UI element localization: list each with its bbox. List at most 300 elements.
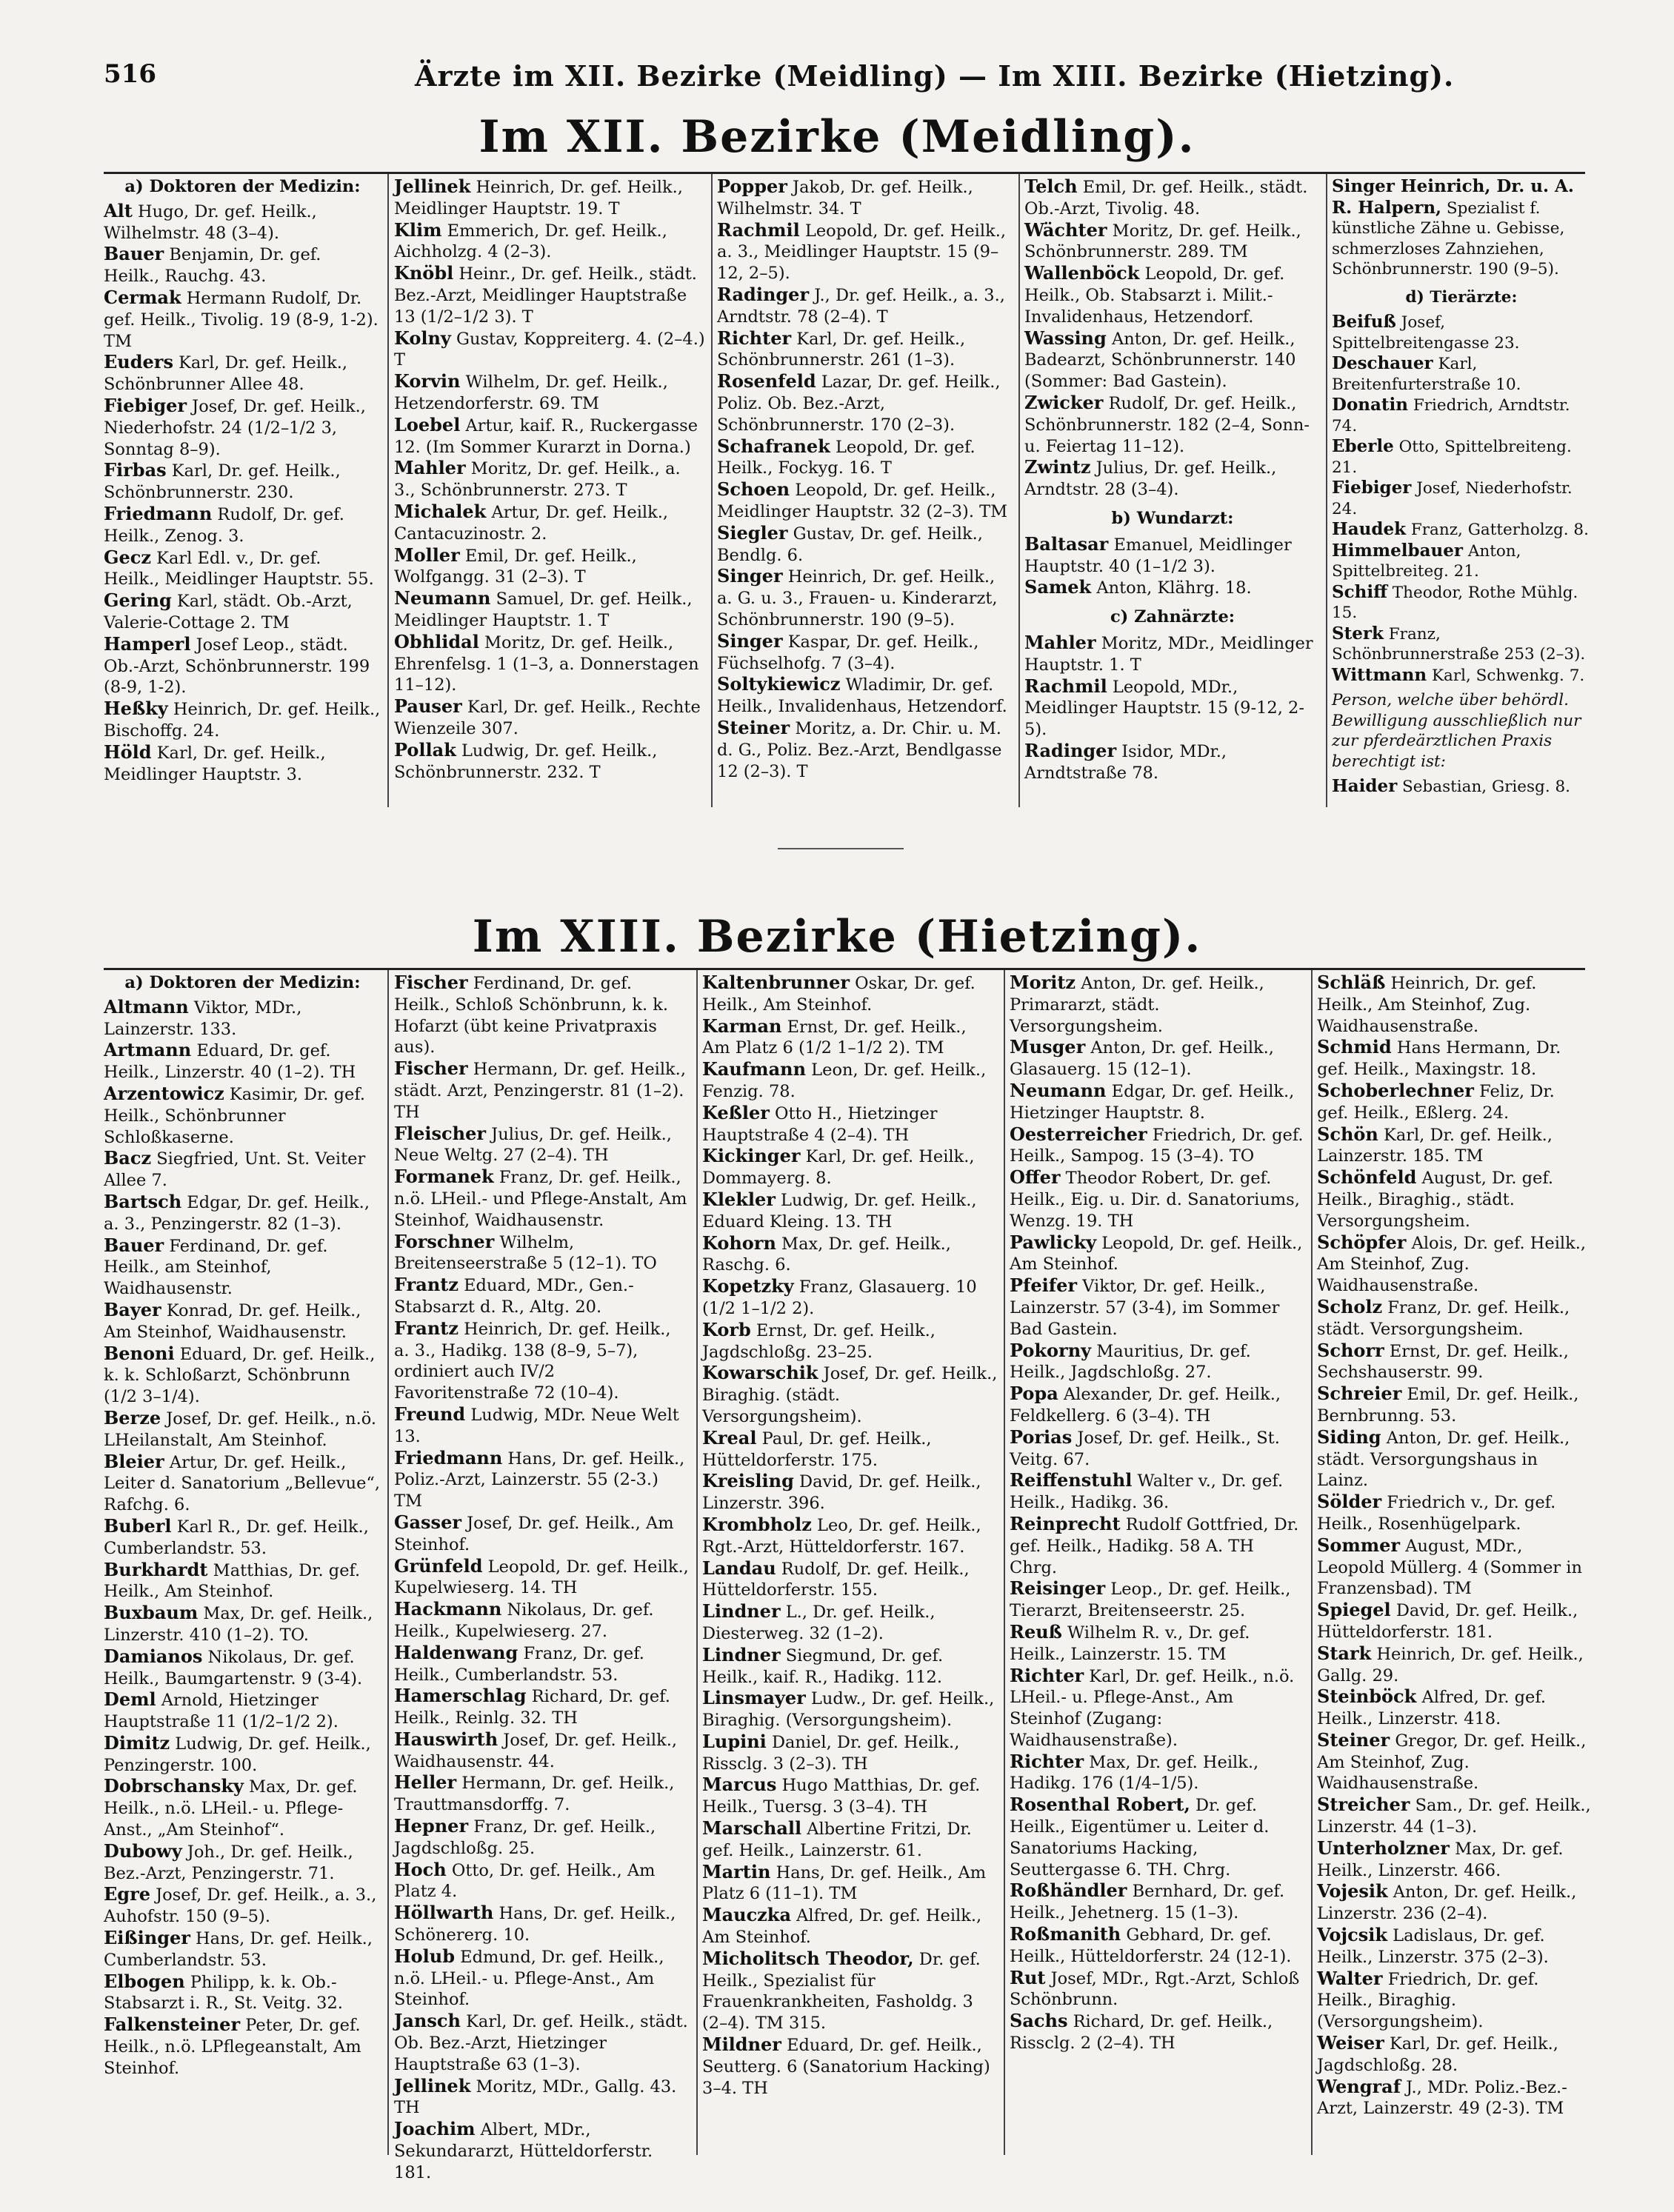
entry-details: Friedrich v., Dr. gef. Heilk., Rosenhügelpark.	[1317, 1493, 1556, 1534]
entry-details: Emil, Dr. gef. Heilk., städt. Ob.-Arzt, Tivolig. 48.	[1024, 178, 1308, 218]
entry-details: Kaspar, Dr. gef. Heilk., Füchselhofg. 7 (3–4).	[717, 632, 979, 673]
entry-details: Karl, städt. Ob.-Arzt, Valerie-Cottage 2. TM	[104, 592, 353, 632]
entry-name: Landau	[702, 1557, 776, 1579]
directory-entry	[104, 1192, 381, 1235]
column-divider	[1018, 174, 1020, 807]
entry-details: Jakob, Dr. gef. Heilk., Wilhelmstr. 34. T	[717, 178, 973, 218]
xii-col1-list	[104, 201, 381, 786]
entry-details: Heinrich, Dr. gef. Heilk., Bischoffg. 24.	[104, 700, 381, 741]
entry-details: Karl, Dr. gef. Heilk., n.ö. LHeil.- u. Pflege-Anst., Am Steinhof (Zugang: Waidhausenstraße).	[1010, 1666, 1295, 1750]
directory-entry	[104, 1733, 381, 1777]
entry-details: Leopold, Dr. gef. Heilk., Fockyg. 16. T	[717, 437, 976, 478]
entry-name: Korb	[702, 1318, 751, 1340]
directory-entry	[1332, 776, 1591, 798]
directory-entry	[702, 1645, 998, 1688]
entry-name: Rut	[1010, 1966, 1046, 1988]
xii-col5-list	[1332, 176, 1591, 280]
directory-entry	[394, 545, 705, 589]
entry-name: Schläß	[1317, 972, 1386, 993]
directory-entry	[1332, 582, 1591, 624]
entry-name: Schmid	[1317, 1036, 1392, 1058]
entry-name: Bartsch	[104, 1190, 182, 1212]
entry-details: Anton, Dr. gef. Heilk., Linzerstr. 236 (2–4).	[1317, 1882, 1577, 1924]
entry-name: Sölder	[1317, 1491, 1382, 1513]
entry-details: Max, Dr. gef. Heilk., n.ö. LHeil.- u. Pflege-Anst., „Am Steinhof“.	[104, 1777, 358, 1840]
directory-entry	[717, 220, 1013, 284]
entry-details: Franz, Dr. gef. Heilk., n.ö. LHeil.- und Pflege-Anstalt, Am Steinhof, Waidhausenstr.	[394, 1168, 687, 1230]
entry-name: Baltasar	[1024, 532, 1109, 555]
entry-details: Siegmund, Dr. gef. Heilk., kaif. R., Hadikg. 112.	[702, 1645, 944, 1687]
entry-details: Artur, Dr. gef. Heilk., Cantacuzinostr. 2.	[394, 502, 669, 544]
entry-details: Feliz, Dr. gef. Heilk., Eßlerg. 24.	[1317, 1081, 1555, 1123]
entry-details: J., MDr. Poliz.-Bez.-Arzt, Lainzerstr. 49 (2-3). TM	[1317, 2077, 1567, 2119]
entry-details: Gregor, Dr. gef. Heilk., Am Steinhof, Zug. Waidhausenstraße.	[1317, 1731, 1587, 1794]
entry-details: Theodor, Rothe Mühlg. 15.	[1332, 583, 1578, 623]
entry-details: Leo, Dr. gef. Heilk., Rgt.-Arzt, Hütteldorferstr. 167.	[702, 1515, 981, 1557]
directory-entry	[702, 1731, 998, 1775]
directory-entry	[1024, 632, 1321, 676]
entry-details: Moritz, a. Dr. Chir. u. M. d. G., Poliz. Bez.-Arzt, Bendlgasse 12 (2–3). T	[717, 718, 1002, 781]
entry-details: Max, Dr. gef. Heilk., Raschg. 6.	[702, 1234, 951, 1275]
entry-details: J., Dr. gef. Heilk., a. 3., Arndtstr. 78 (2–4). T	[717, 285, 1005, 327]
entry-name: Pfeifer	[1010, 1274, 1077, 1297]
entry-details: Max, Dr. gef. Heilk., Linzerstr. 466.	[1317, 1839, 1564, 1880]
directory-entry	[702, 1059, 998, 1103]
directory-entry	[702, 1016, 998, 1060]
column-divider	[1326, 174, 1327, 807]
entry-name: Damianos	[104, 1645, 203, 1667]
entry-name: Roßmanith	[1010, 1923, 1121, 1945]
directory-entry	[394, 1599, 690, 1643]
entry-name: Sterk	[1332, 623, 1384, 644]
entry-name: Linsmayer	[702, 1687, 806, 1709]
entry-details: Artur, kaif. R., Ruckergasse 12. (Im Sommer Kurarzt in Dorna.)	[394, 415, 698, 457]
entry-details: Mauritius, Dr. gef. Heilk., Jagdschloßg. 27.	[1010, 1341, 1251, 1383]
entry-details: Emil, Dr. gef. Heilk., Wolfgangg. 31 (2–3). T	[394, 546, 637, 587]
entry-details: Ladislaus, Dr. gef. Heilk., Linzerstr. 375 (2–3).	[1317, 1926, 1549, 1967]
directory-entry	[1332, 541, 1591, 582]
entry-name: Neumann	[394, 587, 491, 609]
entry-name: Gering	[104, 589, 172, 612]
entry-name: Burkhardt	[104, 1558, 208, 1580]
xii-column-1	[104, 176, 381, 785]
entry-name: Egre	[104, 1883, 150, 1905]
entry-name: Kopetzky	[702, 1275, 794, 1297]
entry-name: Donatin	[1332, 395, 1408, 415]
directory-entry	[1332, 395, 1591, 436]
entry-details: Moritz, Dr. gef. Heilk., Ehrenfelsg. 1 (1–3, a. Donnerstagen 11–12).	[394, 632, 699, 695]
directory-entry	[104, 547, 381, 591]
xii-column-2	[394, 176, 705, 783]
entry-details: Hugo, Dr. gef. Heilk., Wilhelmstr. 48 (3–4).	[104, 201, 317, 243]
entry-name: Fiebiger	[104, 394, 187, 416]
directory-entry	[1317, 1730, 1591, 1794]
entry-name: Schafranek	[717, 435, 830, 457]
directory-entry	[104, 1040, 381, 1083]
entry-name: Fiebiger	[1332, 478, 1412, 498]
entry-details: Hermann, Dr. gef. Heilk., Trauttmansdorffg. 7.	[394, 1774, 675, 1815]
entry-name: Mahler	[1024, 631, 1096, 653]
entry-name: Artmann	[104, 1039, 192, 1061]
directory-entry	[702, 1233, 998, 1277]
entry-name: Fleischer	[394, 1122, 487, 1144]
xii-column-4	[1024, 176, 1321, 784]
directory-entry	[1024, 392, 1321, 457]
column-divider	[711, 174, 713, 807]
directory-entry	[1010, 1037, 1306, 1080]
directory-entry	[1332, 519, 1591, 541]
entry-details: Sebastian, Griesg. 8.	[1397, 778, 1570, 797]
directory-entry	[394, 2011, 690, 2075]
directory-entry	[1010, 1880, 1306, 1924]
directory-entry	[394, 263, 705, 327]
directory-entry	[104, 1776, 381, 1840]
entry-name: Klim	[394, 218, 442, 241]
directory-entry	[1317, 1124, 1591, 1168]
directory-entry	[1010, 1232, 1306, 1276]
directory-entry	[1317, 1968, 1591, 2033]
entry-name: Obhlidal	[394, 630, 479, 652]
entry-details: Siegfried, Unt. St. Veiter Allee 7.	[104, 1149, 366, 1191]
entry-name: Haldenwang	[394, 1641, 518, 1663]
directory-entry	[1010, 1794, 1306, 1880]
entry-name: Knöbl	[394, 262, 454, 284]
entry-details: Richard, Dr. gef. Heilk., Reinlg. 32. TH	[394, 1687, 670, 1728]
entry-details: Josef, Dr. gef. Heilk., Am Steinhof.	[394, 1513, 674, 1554]
entry-name: Karman	[702, 1015, 782, 1037]
entry-name: Richter	[1010, 1664, 1084, 1686]
entry-details: Konrad, Dr. gef. Heilk., Am Steinhof, Waidhausenstr.	[104, 1300, 361, 1342]
entry-name: Wittmann	[1332, 664, 1427, 685]
directory-entry	[1332, 436, 1591, 478]
entry-details: Artur, Dr. gef. Heilk., Leiter d. Sanatorium „Bellevue“, Rafchg. 6.	[104, 1452, 381, 1515]
entry-name: Marschall	[702, 1817, 802, 1840]
section-title-xii: Im XII. Bezirke (Meidling).	[478, 111, 1196, 163]
entry-details: Edgar, Dr. gef. Heilk., a. 3., Penzingerstr. 82 (1–3).	[104, 1192, 370, 1234]
directory-entry	[1332, 624, 1591, 665]
entry-details: Hugo Matthias, Dr. gef. Heilk., Tuersg. 3 (3–4). TH	[702, 1776, 981, 1817]
xiii-column-3	[702, 972, 998, 2099]
entry-details: Karl, Dr. gef. Heilk., Schönbrunnerstr. 230.	[104, 461, 341, 503]
entry-name: Reiffenstuhl	[1010, 1469, 1133, 1491]
entry-details: Oskar, Dr. gef. Heilk., Am Steinhof.	[702, 974, 976, 1015]
directory-entry	[104, 1516, 381, 1560]
directory-entry	[717, 674, 1013, 718]
entry-name: Benoni	[104, 1342, 175, 1364]
entry-details: Josef, Dr. gef. Heilk., Biraghig. (städt. Versorgungsheim).	[702, 1364, 998, 1426]
directory-entry	[1332, 312, 1591, 353]
section-divider	[778, 848, 904, 849]
entry-details: Karl, Dr. gef. Heilk., Rechte Wienzeile 307.	[394, 698, 701, 738]
xiii-col5-list	[1317, 972, 1591, 2119]
entry-details: Heinrich, Dr. gef. Heilk., a. G. u. 3., Frauen- u. Kinderarzt, Schönbrunnerstr. 190 (9–5).	[717, 567, 998, 629]
entry-name: Jansch	[394, 2010, 461, 2032]
entry-name: Kreisling	[702, 1470, 794, 1492]
directory-entry	[1317, 1794, 1591, 1838]
directory-entry	[104, 1971, 381, 2015]
directory-entry	[1024, 328, 1321, 392]
directory-entry	[702, 1514, 998, 1558]
entry-details: Ferdinand, Dr. gef. Heilk., am Steinhof, Waidhausenstr.	[104, 1236, 328, 1299]
directory-entry	[104, 395, 381, 460]
entry-details: Ludwig, MDr. Neue Welt 13.	[394, 1405, 679, 1446]
directory-entry	[104, 460, 381, 504]
entry-name: Steiner	[717, 716, 790, 738]
entry-details: Viktor, MDr., Lainzerstr. 133.	[104, 998, 302, 1039]
entry-details: Bernhard, Dr. gef. Heilk., Jehetnerg. 15 (1–3).	[1010, 1882, 1285, 1923]
directory-entry	[702, 1818, 998, 1862]
xiii-column-4	[1010, 972, 1306, 2054]
entry-name: Hamperl	[104, 632, 191, 655]
directory-entry	[1317, 972, 1591, 1037]
directory-entry	[394, 1448, 690, 1512]
entry-details: Franz, Dr. gef. Heilk., Jagdschloßg. 25.	[394, 1817, 656, 1858]
entry-name: Zwicker	[1024, 391, 1104, 413]
entry-details: Peter, Dr. gef. Heilk., n.ö. LPflegeanstalt, Am Steinhof.	[104, 2016, 361, 2078]
entry-details: Josef, Dr. gef. Heilk., a. 3., Auhofstr. 150 (9–5).	[104, 1885, 377, 1927]
directory-entry	[1317, 1535, 1591, 1600]
directory-entry	[394, 1318, 690, 1404]
entry-details: Moritz, MDr., Meidlinger Hauptstr. 1. T	[1024, 633, 1313, 675]
page-header	[104, 59, 1585, 104]
directory-entry	[394, 2076, 690, 2119]
entry-name: Altmann	[104, 995, 189, 1018]
entry-name: Reinprecht	[1010, 1512, 1121, 1534]
directory-entry	[394, 588, 705, 632]
directory-entry	[394, 1685, 690, 1729]
entry-name: Richter	[717, 327, 792, 349]
entry-name: Scholz	[1317, 1295, 1383, 1317]
directory-entry	[394, 1902, 690, 1946]
entry-details: Isidor, MDr., Arndtstraße 78.	[1024, 741, 1227, 783]
directory-entry	[104, 1603, 381, 1646]
entry-name: Kickinger	[702, 1145, 801, 1167]
entry-name: Lindner	[702, 1600, 781, 1623]
section-title-xiii: Im XIII. Bezirke (Hietzing).	[472, 911, 1202, 963]
entry-name: Elbogen	[104, 1970, 185, 1992]
entry-name: Freund	[394, 1403, 466, 1425]
entry-name: Schorr	[1317, 1339, 1384, 1361]
entry-name: Moller	[394, 544, 460, 566]
entry-name: Reuß	[1010, 1620, 1062, 1643]
entry-name: Joachim	[394, 2118, 476, 2140]
directory-entry	[1332, 176, 1591, 280]
entry-details: Karl, Dr. gef. Heilk., Jagdschloßg. 28.	[1317, 2034, 1558, 2075]
entry-name: Micholitsch Theodor,	[702, 1947, 914, 1969]
entry-name: Schoberlechner	[1317, 1079, 1474, 1101]
entry-name: Eißinger	[104, 1927, 190, 1949]
directory-entry	[717, 718, 1013, 782]
entry-details: August, MDr., Leopold Müllerg. 4 (Sommer in Franzensbad). TM	[1317, 1536, 1582, 1599]
directory-entry	[702, 1774, 998, 1818]
entry-name: Dobrschansky	[104, 1775, 244, 1797]
entry-details: Josef, Niederhofstr. 24.	[1332, 479, 1573, 518]
xii-notice: Person, welche über behördl. Bewilligung ausschließlich nur zur pferdeärztlichen Praxis berechtigt ist:	[1332, 691, 1581, 771]
entry-name: Deschauer	[1332, 353, 1433, 374]
entry-name: Wächter	[1024, 218, 1107, 241]
entry-details: Franz, Dr. gef. Heilk., Cumberlandstr. 53.	[394, 1643, 644, 1685]
directory-entry	[1317, 1297, 1591, 1340]
directory-entry	[1024, 534, 1321, 578]
entry-details: Spezialist f. künstliche Zähne u. Gebisse, schmerzloses Zahnziehen, Schönbrunnerstr. 190 (9–5).	[1332, 198, 1565, 279]
xii-heading-a: a) Doktoren der Medizin:	[124, 177, 361, 196]
xii-col3-list	[717, 176, 1013, 782]
directory-entry	[104, 1408, 381, 1451]
directory-entry	[1024, 263, 1321, 327]
directory-entry	[104, 1646, 381, 1690]
entry-details: Sam., Dr. gef. Heilk., Linzerstr. 44 (1–3).	[1317, 1796, 1591, 1837]
directory-entry	[1317, 1600, 1591, 1643]
entry-name: Richter	[1010, 1750, 1084, 1772]
entry-name: Vojesik	[1317, 1880, 1388, 1902]
directory-entry	[1024, 676, 1321, 741]
entry-name: Vojcsik	[1317, 1924, 1387, 1946]
entry-name: Spiegel	[1317, 1599, 1391, 1621]
directory-entry	[394, 1816, 690, 1860]
entry-name: Michalek	[394, 500, 487, 522]
directory-entry	[394, 1232, 690, 1275]
directory-entry	[394, 972, 690, 1058]
entry-details: Otto H., Hietzinger Hauptstraße 4 (2–4). TH	[702, 1103, 938, 1145]
entry-details: Rudolf, Dr. gef. Heilk., Hütteldorferstr. 155.	[702, 1559, 970, 1600]
directory-entry	[1010, 1275, 1306, 1340]
directory-entry	[104, 1841, 381, 1885]
directory-entry	[394, 1729, 690, 1773]
xii-col4-list	[1024, 176, 1321, 501]
directory-entry	[702, 1862, 998, 1905]
directory-entry	[1317, 1925, 1591, 1968]
entry-details: Karl, Dr. gef. Heilk., Meidlinger Hauptstr. 3.	[104, 743, 326, 784]
entry-name: Fischer	[394, 1057, 468, 1080]
directory-entry	[104, 287, 381, 352]
entry-details: Albertine Fritzi, Dr. gef. Heilk., Lainzerstr. 61.	[702, 1820, 972, 1860]
entry-details: Gustav, Dr. gef. Heilk., Bendlg. 6.	[717, 524, 983, 565]
entry-details: Josef Leop., städt. Ob.-Arzt, Schönbrunnerstr. 199 (8-9, 1-2).	[104, 635, 370, 698]
entry-details: Otto, Dr. gef. Heilk., Am Platz 4.	[394, 1860, 656, 1902]
directory-entry	[104, 634, 381, 698]
entry-name: Höllwarth	[394, 1902, 494, 1924]
column-divider	[1004, 970, 1005, 2155]
entry-details: Julius, Dr. gef. Heilk., Neue Weltg. 27 (2–4). TH	[394, 1124, 672, 1166]
entry-name: Deml	[104, 1688, 156, 1711]
entry-details: Julius, Dr. gef. Heilk., Arndtstr. 28 (3–4).	[1024, 458, 1277, 500]
directory-entry	[702, 2034, 998, 2099]
entry-name: Keßler	[702, 1101, 770, 1123]
entry-details: Franz, Schönbrunnerstraße 253 (2–3).	[1332, 624, 1586, 664]
entry-name: Popper	[717, 176, 787, 197]
directory-entry	[394, 1860, 690, 1903]
entry-details: Arnold, Hietzinger Hauptstraße 11 (1/2–1/2 2).	[104, 1691, 339, 1732]
entry-name: Jellinek	[394, 176, 471, 197]
entry-details: Edmund, Dr. gef. Heilk., n.ö. LHeil.- u. Pflege-Anst., Am Steinhof.	[394, 1947, 664, 2010]
entry-name: Bauer	[104, 1234, 164, 1256]
entry-name: Friedmann	[394, 1446, 503, 1468]
xii-col5e-list	[1332, 776, 1591, 798]
directory-entry	[1010, 1340, 1306, 1384]
directory-entry	[104, 244, 381, 287]
xii-col5d-list	[1332, 312, 1591, 686]
entry-name: Kaltenbrunner	[702, 972, 850, 993]
entry-name: Jellinek	[394, 2074, 471, 2096]
entry-name: Moritz	[1010, 972, 1076, 993]
entry-name: Sachs	[1010, 2010, 1068, 2032]
entry-details: Anton, Dr. gef. Heilk., Badearzt, Schönbrunnerstr. 140 (Sommer: Bad Gastein).	[1024, 329, 1296, 392]
entry-details: Nikolaus, Dr. gef. Heilk., Kupelwieserg. 27.	[394, 1600, 654, 1641]
entry-name: Haudek	[1332, 519, 1407, 540]
entry-details: Ludwig, Dr. gef. Heilk., Eduard Kleing. 13. TH	[702, 1190, 977, 1232]
directory-entry	[1010, 1470, 1306, 1514]
directory-entry	[1010, 1427, 1306, 1471]
entry-details: Richard, Dr. gef. Heilk., Rissclg. 2 (2–4). TH	[1010, 2012, 1273, 2054]
entry-name: Höld	[104, 741, 152, 763]
entry-name: Kreal	[702, 1426, 757, 1449]
entry-details: Albert, MDr., Sekundararzt, Hütteldorferstr. 181.	[394, 2120, 653, 2182]
entry-name: Arzentowicz	[104, 1082, 224, 1104]
entry-name: Dubowy	[104, 1840, 182, 1862]
entry-name: Hamerschlag	[394, 1685, 527, 1707]
directory-entry	[1332, 665, 1591, 686]
entry-name: Zwintz	[1024, 456, 1091, 478]
xii-heading-d: d) Tierärzte:	[1405, 287, 1518, 307]
entry-name: Rachmil	[1024, 675, 1107, 697]
directory-entry	[1024, 220, 1321, 264]
entry-details: Karl, Dr. gef. Heilk., städt. Ob. Bez.-Arzt, Hietzinger Hauptstraße 63 (1–3).	[394, 2012, 688, 2074]
entry-details: Eduard, Dr. gef. Heilk., k. k. Schloßarzt, Schönbrunn (1/2 3–1/4).	[104, 1344, 376, 1407]
entry-details: L., Dr. gef. Heilk., Diesterweg. 32 (1–2).	[702, 1603, 936, 1643]
entry-name: Falkensteiner	[104, 2014, 241, 2036]
entry-details: Rudolf Gottfried, Dr. gef. Heilk., Hadikg. 58 A. TH Chrg.	[1010, 1514, 1299, 1577]
directory-entry	[394, 328, 705, 372]
directory-entry	[1332, 478, 1591, 519]
entry-name: Friedmann	[104, 502, 213, 524]
entry-details: Theodor Robert, Dr. gef. Heilk., Eig. u. Dir. d. Sanatoriums, Wenzg. 19. TH	[1010, 1169, 1300, 1231]
entry-name: Haider	[1332, 776, 1398, 797]
entry-name: Pawlicky	[1010, 1231, 1097, 1253]
directory-entry	[702, 1471, 998, 1514]
entry-details: Josef, Dr. gef. Heilk., Niederhofstr. 24 (1/2–1/2 3, Sonntag 8–9).	[104, 396, 366, 459]
entry-name: Schoen	[717, 478, 790, 501]
entry-name: Schöpfer	[1317, 1231, 1407, 1253]
directory-entry	[1317, 2076, 1591, 2120]
directory-entry	[702, 1189, 998, 1233]
entry-details: Emil, Dr. gef. Heilk., Bernbrunng. 53.	[1317, 1385, 1579, 1426]
entry-details: Rudolf, Dr. gef. Heilk., Zenog. 3.	[104, 504, 344, 546]
directory-entry	[717, 523, 1013, 567]
xiii-column-1	[104, 972, 381, 2079]
directory-entry	[104, 1300, 381, 1343]
directory-entry	[1010, 1924, 1306, 1968]
entry-details: Heinrich, Dr. gef. Heilk., Meidlinger Hauptstr. 19. T	[394, 178, 683, 218]
entry-details: Hans, Dr. gef. Heilk., Am Platz 6 (11–1). TM	[702, 1862, 987, 1904]
directory-entry	[1010, 1514, 1306, 1578]
xiii-column-5	[1317, 972, 1591, 2119]
entry-details: Philipp, k. k. Ob.-Stabsarzt i. R., St. Veitg. 32.	[104, 1972, 343, 2014]
directory-entry	[394, 632, 705, 696]
entry-details: Wladimir, Dr. gef. Heilk., Invalidenhaus, Hetzendorf.	[717, 675, 1007, 717]
entry-details: Franz, Gatterholzg. 8.	[1406, 521, 1589, 540]
entry-name: Unterholzner	[1317, 1837, 1450, 1859]
entry-details: Kasimir, Dr. gef. Heilk., Schönbrunner Schloßkaserne.	[104, 1084, 365, 1147]
directory-entry	[394, 1946, 690, 2011]
entry-name: Bauer	[104, 243, 164, 265]
entry-name: Siegler	[717, 521, 788, 544]
entry-details: Emmerich, Dr. gef. Heilk., Aichholzg. 4 (2–3).	[394, 221, 667, 262]
directory-entry	[1010, 972, 1306, 1037]
xiii-heading-a: a) Doktoren der Medizin:	[124, 973, 361, 992]
directory-entry	[104, 201, 381, 244]
directory-entry	[702, 1601, 998, 1645]
directory-entry	[702, 1948, 998, 2034]
